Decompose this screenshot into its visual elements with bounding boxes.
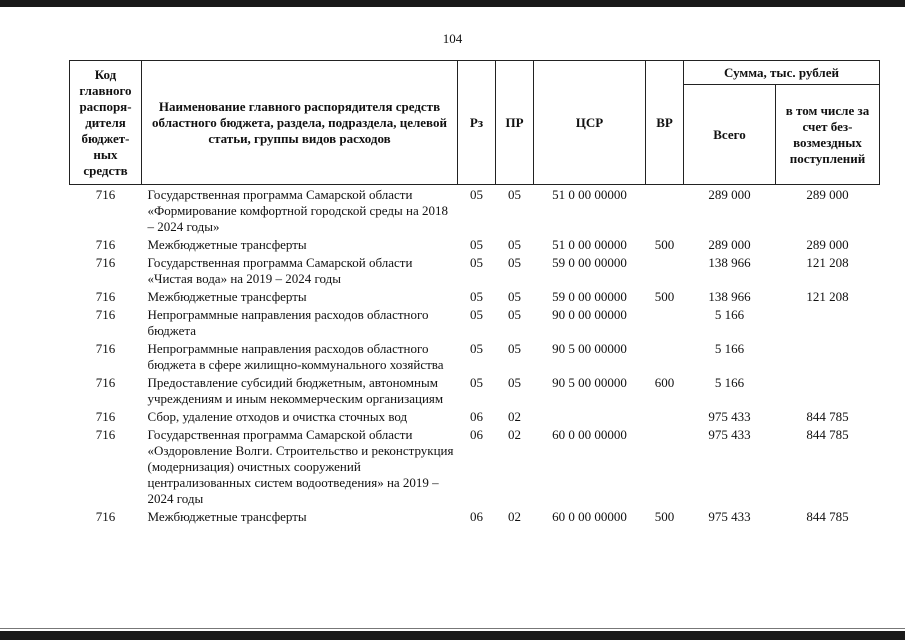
cell-csr: 51 0 00 00000 [552, 237, 627, 252]
cell-code: 716 [95, 509, 116, 524]
cell-rz: 06 [470, 427, 483, 442]
cell-vr: 500 [654, 509, 675, 524]
cell-csr [534, 409, 646, 427]
cell-incl: 121 208 [806, 255, 849, 270]
cell-rz: 05 [470, 307, 483, 322]
cell-vr [646, 341, 684, 375]
cell-code: 716 [95, 187, 116, 202]
table-row [70, 307, 880, 341]
cell-total: 975 433 [708, 409, 751, 424]
cell-code: 716 [95, 255, 116, 270]
header-csr: ЦСР [534, 61, 646, 185]
scan-bottom-edge [0, 631, 905, 640]
cell-rz: 05 [470, 187, 483, 202]
cell-incl: 844 785 [806, 427, 849, 442]
cell-csr: 90 0 00 00000 [552, 307, 627, 322]
budget-table [69, 60, 880, 527]
cell-incl: 121 208 [806, 289, 849, 304]
cell-pr: 05 [508, 307, 521, 322]
header-total: Всего [684, 85, 776, 185]
cell-pr: 05 [508, 255, 521, 270]
page-number: 104 [442, 31, 463, 46]
cell-vr [646, 409, 684, 427]
cell-pr: 05 [508, 341, 521, 356]
header-pr: ПР [496, 61, 534, 185]
cell-csr: 60 0 00 00000 [552, 509, 627, 524]
cell-incl: 289 000 [806, 237, 849, 252]
cell-rz: 05 [470, 237, 483, 252]
cell-name: Межбюджетные трансферты [147, 237, 307, 252]
cell-csr: 90 5 00 00000 [552, 375, 627, 390]
cell-name: Межбюджетные трансферты [147, 509, 307, 524]
cell-pr: 02 [508, 409, 521, 424]
table-row [70, 289, 880, 307]
cell-pr: 05 [508, 237, 521, 252]
cell-code: 716 [95, 341, 116, 356]
scan-top-edge [0, 0, 905, 7]
cell-csr: 59 0 00 00000 [552, 289, 627, 304]
cell-code: 716 [95, 237, 116, 252]
cell-incl: 844 785 [806, 509, 849, 524]
cell-total: 5 166 [714, 307, 745, 322]
cell-pr: 02 [508, 427, 521, 442]
cell-name: Сбор, удаление отходов и очистка сточных вод [147, 409, 408, 424]
table-row [70, 185, 880, 238]
cell-code: 716 [95, 375, 116, 390]
cell-code: 716 [95, 307, 116, 322]
cell-vr [646, 307, 684, 341]
cell-vr [646, 185, 684, 238]
table-header [70, 61, 880, 185]
cell-total: 289 000 [708, 237, 751, 252]
cell-csr: 90 5 00 00000 [552, 341, 627, 356]
table-row [70, 409, 880, 427]
cell-csr: 59 0 00 00000 [552, 255, 627, 270]
cell-name: Государственная программа Самарской области «Чистая вода» на 2019 – 2024 годы [147, 255, 413, 286]
cell-name: Государственная программа Самарской области «Оздоровление Волги. Строительство и реконструкция (модернизация) очистных сооружений централизованных систем водоотведения» на 2019 – 2024 годы [147, 427, 454, 506]
cell-vr: 500 [654, 237, 675, 252]
cell-pr: 05 [508, 289, 521, 304]
cell-rz: 05 [470, 289, 483, 304]
cell-incl: 844 785 [806, 409, 849, 424]
cell-total: 138 966 [708, 289, 751, 304]
cell-vr [646, 427, 684, 509]
cell-total: 289 000 [708, 187, 751, 202]
scan-bottom-line [0, 628, 905, 629]
cell-name: Межбюджетные трансферты [147, 289, 307, 304]
table-row [70, 341, 880, 375]
cell-rz: 06 [470, 509, 483, 524]
cell-pr: 05 [508, 187, 521, 202]
cell-code: 716 [95, 409, 116, 424]
cell-vr: 500 [654, 289, 675, 304]
cell-total: 138 966 [708, 255, 751, 270]
table-row [70, 375, 880, 409]
table-body [70, 185, 880, 528]
cell-rz: 05 [470, 341, 483, 356]
cell-csr: 51 0 00 00000 [552, 187, 627, 202]
cell-vr: 600 [654, 375, 675, 390]
header-rz: Рз [458, 61, 496, 185]
cell-pr: 05 [508, 375, 521, 390]
cell-total: 5 166 [714, 375, 745, 390]
header-vr: ВР [646, 61, 684, 185]
cell-rz: 05 [470, 255, 483, 270]
header-sum-group: Сумма, тыс. рублей [684, 61, 880, 85]
table-row [70, 509, 880, 527]
cell-incl [776, 341, 880, 375]
cell-name: Непрограммные направления расходов областного бюджета [147, 307, 429, 338]
cell-incl [776, 375, 880, 409]
cell-code: 716 [95, 289, 116, 304]
cell-csr: 60 0 00 00000 [552, 427, 627, 442]
cell-total: 975 433 [708, 509, 751, 524]
cell-rz: 05 [470, 375, 483, 390]
cell-code: 716 [95, 427, 116, 442]
cell-incl [776, 307, 880, 341]
table-row [70, 237, 880, 255]
cell-rz: 06 [470, 409, 483, 424]
header-incl: в том числе за счет без-возмездных поступлений [776, 85, 880, 185]
cell-total: 975 433 [708, 427, 751, 442]
cell-vr [646, 255, 684, 289]
table-row [70, 255, 880, 289]
cell-pr: 02 [508, 509, 521, 524]
cell-name: Государственная программа Самарской области «Формирование комфортной городской среды на 2018 – 2024 годы» [147, 187, 448, 234]
header-code: Код главного распоря-дителя бюджет-ных средств [70, 61, 142, 185]
table-row [70, 427, 880, 509]
cell-total: 5 166 [714, 341, 745, 356]
cell-name: Непрограммные направления расходов областного бюджета в сфере жилищно-коммунального хозяйства [147, 341, 444, 372]
header-name: Наименование главного распорядителя средств областного бюджета, раздела, подраздела, целевой статьи, группы видов расходов [142, 61, 458, 185]
cell-name: Предоставление субсидий бюджетным, автономным учреждениям и иным некоммерческим организациям [147, 375, 444, 406]
cell-incl: 289 000 [806, 187, 849, 202]
